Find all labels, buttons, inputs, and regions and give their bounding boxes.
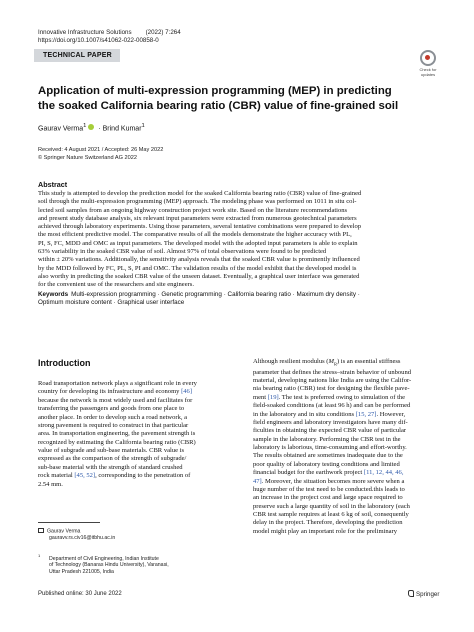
contact-email[interactable]: gauravv.rs.civ16@itbhu.ac.in bbox=[49, 535, 116, 542]
body-line: an increase in the project cost and large space required to bbox=[253, 494, 403, 502]
keywords-label: Keywords bbox=[38, 291, 69, 298]
body-line: preserve such a large quantity of soil in the laboratory (each bbox=[253, 502, 410, 510]
body-line: model might play an important role for the preliminary bbox=[253, 527, 397, 535]
title-line-2: the soaked California bearing ratio (CBR) value of fine-grained soil bbox=[38, 100, 399, 112]
body-line: delay in the project. Therefore, developing the prediction bbox=[253, 519, 403, 527]
abstract-line: for the convenient use of the researchers and site engineers. bbox=[38, 281, 194, 289]
abstract-line: This study is attempted to develop the prediction model for the soaked California bearing ratio (CBR) value of fine-grained bbox=[38, 190, 362, 197]
body-line: another place. In order to develop such a road network, a bbox=[38, 413, 188, 421]
body-line: value of subgrade and sub-base materials. CBR value is bbox=[38, 447, 184, 454]
body-line: expressed as the comparison of the strength of subgrade/ bbox=[38, 455, 187, 463]
corresponding-author bbox=[38, 528, 115, 542]
check-for-updates-button[interactable] bbox=[413, 50, 443, 77]
copyright-notice: © Springer Nature Switzerland AG 2022 bbox=[38, 154, 137, 161]
affiliation-line: Uttar Pradesh 221005, India bbox=[49, 568, 114, 575]
author-name[interactable]: Gaurav Verma bbox=[38, 125, 84, 133]
body-line: area. In transportation engineering, the pavement strength is bbox=[38, 430, 196, 438]
right-column-text bbox=[253, 358, 449, 536]
title-line-1: Application of multi-expression programming (MEP) in predicting bbox=[38, 85, 392, 97]
abstract-line: by the MDD followed by FC, PL, S, PI and OMC. The validation results of the model exhibit that the developed model is bbox=[38, 264, 357, 272]
affiliation-line: Department of Civil Engineering, Indian Institute bbox=[49, 555, 159, 562]
body-line: Although resilient modulus $(M_R)$ is an essential stiffness bbox=[253, 358, 401, 367]
envelope-icon bbox=[38, 528, 44, 533]
article-type-badge: TECHNICAL PAPER bbox=[34, 49, 120, 62]
body-line: CBR test sample requires at least 6 kg of soil, consequently bbox=[253, 511, 409, 519]
body-line: field engineers and laboratory investigators have many dif- bbox=[253, 418, 408, 426]
abstract-line: PI, S, FC, MDD and OMC as input parameters. The developed model with the adopted input parameters is able to explain bbox=[38, 239, 358, 247]
body-line: country for developing its infrastructure and economy [46] bbox=[38, 388, 193, 396]
author-affiliation-mark: 1 bbox=[83, 123, 87, 129]
introduction-heading: Introduction bbox=[38, 358, 91, 368]
abstract-heading: Abstract bbox=[38, 180, 68, 189]
body-line: huge number of the test need to be conducted.this leads to bbox=[253, 485, 405, 493]
body-line: strong pavement is required to construct in that particular bbox=[38, 421, 189, 429]
affiliation-line: of Technology (Banaras Hindu University), Varanasi, bbox=[49, 562, 169, 569]
body-line: transferring the passengers and goods from one place to bbox=[38, 405, 185, 413]
abstract-line: lected soil samples from an ongoing highway construction project work site. Based on the literature recommendations bbox=[38, 206, 348, 214]
abstract-line: also worthy in predicting the soaked CBR value of the unseen dataset. Eventually, a graphical user interface was generated bbox=[38, 272, 360, 280]
body-line: poor quality of laboratory testing conditions and limited bbox=[253, 460, 400, 468]
received-accepted-dates: Received: 4 August 2021 / Accepted: 26 May 2022 bbox=[38, 147, 164, 153]
body-line: material, developing nations like India are using the Califor- bbox=[253, 377, 412, 385]
orcid-icon[interactable] bbox=[88, 124, 94, 130]
contact-name: Gaurav Verma bbox=[47, 528, 81, 535]
check-updates-icon bbox=[420, 50, 436, 66]
abstract-line: soil through the multi-expression programming (MEP) approach. The modeling phase was performed on 1011 in situ col- bbox=[38, 198, 357, 206]
author-list bbox=[38, 123, 145, 132]
article-dates bbox=[38, 147, 163, 162]
body-line: financial budget for the earthwork project [11, 12, 44, 46, bbox=[253, 469, 404, 477]
publisher-logo bbox=[408, 590, 439, 598]
publisher-name: Springer bbox=[416, 591, 440, 598]
body-line: Road transportation network plays a significant role in every bbox=[38, 380, 197, 387]
springer-horse-icon bbox=[408, 590, 414, 597]
journal-header bbox=[38, 29, 195, 45]
abstract-line: within ± 20% variations. Additionally, the sensitivity analysis reveals that the soaked CBR value is prominently influenced bbox=[38, 256, 360, 264]
body-line: in the laboratory and in situ conditions [15, 27]. However, bbox=[253, 410, 406, 418]
body-line: sample in the laboratory. Performing the CBR test in the bbox=[253, 435, 401, 443]
abstract-line: and present study database analysis, six relevant input parameters were extracted from numerous geotechnical parameters bbox=[38, 214, 357, 222]
body-line: because the network is most widely used and facilitates for bbox=[38, 396, 193, 404]
check-updates-label-2: updates bbox=[420, 71, 436, 77]
doi-link[interactable]: https://doi.org/10.1007/s41062-022-00858-0 bbox=[38, 37, 159, 44]
abstract-line: 63% variability in the soaked CBR value of soil. Almost 97% of total observations were found to be predicted bbox=[38, 247, 327, 255]
affiliation bbox=[38, 553, 169, 576]
footnote-divider bbox=[38, 522, 100, 523]
author-name[interactable]: Brind Kumar bbox=[102, 125, 142, 133]
body-line: 2.54 mm. bbox=[38, 480, 63, 488]
left-column-text bbox=[38, 380, 234, 489]
body-line: parameter that defines the stress–strain behavior of unbound bbox=[253, 368, 411, 376]
journal-line bbox=[38, 29, 195, 37]
keywords-line-2: Optimum moisture content · Graphical user interface bbox=[38, 299, 185, 307]
paper-title bbox=[38, 84, 438, 114]
journal-volume: (2022) 7:264 bbox=[145, 29, 181, 36]
author-affiliation-mark: 1 bbox=[141, 123, 145, 129]
body-line: ficulties in obtaining the expected CBR value of particular bbox=[253, 427, 407, 435]
body-line: nia bearing ratio (CBR) test for designing the flexible pave- bbox=[253, 385, 410, 393]
journal-name: Innovative Infrastructure Solutions bbox=[38, 29, 132, 36]
body-line: recognized by estimating the California bearing ratio (CBR) bbox=[38, 438, 196, 446]
check-updates-label-1: Check for bbox=[419, 67, 437, 72]
keywords-line-1: Multi-expression programming · Genetic programming · California bearing ratio · Maximum dry density · bbox=[71, 291, 360, 298]
published-online: Published online: 30 June 2022 bbox=[38, 591, 122, 597]
body-line: field-soaked conditions (at least 96 h) and can be performed bbox=[253, 402, 411, 410]
author-separator: · bbox=[96, 125, 103, 133]
body-line: sub-base material with the strength of standard crushed bbox=[38, 463, 183, 471]
abstract-line: achieved through laboratory experiments. Using those parameters, several tentative combinations were prepared to develop bbox=[38, 223, 362, 231]
affiliation-number: 1 bbox=[38, 553, 41, 558]
body-line: 47]. Moreover, the situation becomes more severe when a bbox=[253, 477, 405, 485]
abstract-body bbox=[38, 190, 442, 289]
keywords bbox=[38, 291, 442, 308]
abstract-line: the most efficient predictive model. The comparative results of all the models demonstrate the higher accuracy with PL, bbox=[38, 231, 352, 239]
body-line: The results obtained are sometimes inadequate due to the bbox=[253, 452, 403, 460]
body-line: rock material [45, 52], corresponding to the penetration of bbox=[38, 472, 191, 480]
body-line: laboratory is laborious, time-consuming and effort-worthy. bbox=[253, 444, 407, 452]
body-line: ment [19]. The test is preferred owing to simulation of the bbox=[253, 393, 406, 401]
